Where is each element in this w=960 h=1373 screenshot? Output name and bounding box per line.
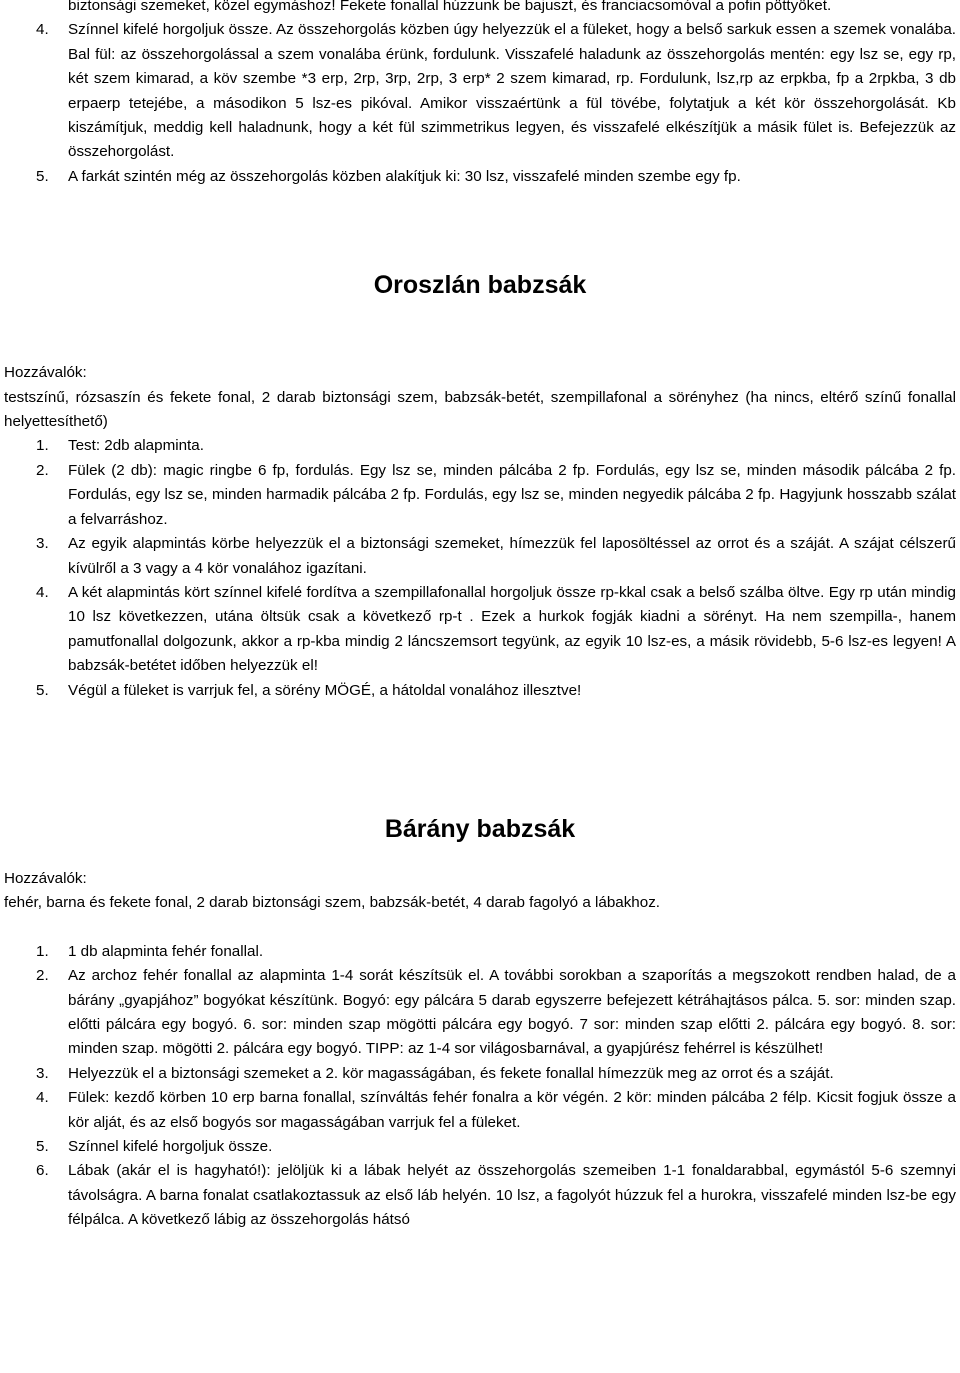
lion-ingredients-label: Hozzávalók: <box>4 364 87 382</box>
list-item <box>0 679 960 703</box>
step-text: Fülek (2 db): magic ringbe 6 fp, fordulás. Egy lsz se, minden pálcába 2 fp. Fordulás, egy lsz se, minden második pálcába 2 fp. Fordulás, egy lsz se, minden harmadik pálcába 2 fp. Fordulás, egy lsz se, minden negyedik pálcába 2 fp. Hagyjunk hosszabb szálat a felvarráshoz. <box>68 461 956 528</box>
step-text: Lábak (akár el is hagyható!): jelöljük ki a lábak helyét az összehorgolás szemeiben 1-1 fonaldarabbal, egymástól 5-6 szemnyi távolságra. A barna fonalat csatlakoztassuk az első láb helyén. 10 lsz, a fagolyót húzzuk fel a hurokra, visszafelé minden lsz-be egy félpálca. A következő lábig az összehorgolás hátsó <box>68 1162 956 1229</box>
list-item <box>0 532 960 581</box>
step-text: Színnel kifelé horgoljuk össze. Az összehorgolás közben úgy helyezzük el a füleket, hogy a belső sarkuk essen a szemek vonalába. Bal fül: az összehorgolással a szem vonalába érünk, fordulunk. Visszafelé haladunk az összehorgolás mentén: egy lsz se, egy rp, két szem kimarad, a köv szembe *3 erp, 2rp, 3rp, 2rp, 3 erp* 2 szem kimarad, rp. Fordulunk, lsz,rp az erpkba, fp a 2rpkba, 3 db erpaerp tetejébe, a másodikon 5 lsz-es pikóval. Amikor visszaértünk a fül tövébe, folytatjuk a két kör összehorgolását. Kb kiszámítjuk, meddig kell haladnunk, hogy a két fül szimmetrikus legyen, és visszafelé elkészítjük a másik fület is. Befejezzük az összehorgolást. <box>68 21 956 161</box>
list-item <box>0 1086 960 1135</box>
step-number: 4. <box>36 21 49 39</box>
list-item <box>0 18 960 164</box>
lion-steps <box>0 434 960 702</box>
list-item <box>0 581 960 679</box>
spacer <box>0 189 960 269</box>
list-item <box>0 459 960 532</box>
intro-steps <box>0 18 960 189</box>
list-item <box>0 434 960 458</box>
spacer <box>0 845 960 867</box>
step-text: Végül a füleket is varrjuk fel, a sörény MÖGÉ, a hátoldal vonalához illesztve! <box>68 681 582 699</box>
step-text: Az egyik alapmintás körbe helyezzük el a biztonsági szemeket, hímezzük fel laposöltéssel az orrot és a száját. A szájat célszerű kívülről a 3 vagy a 4 kör vonalához igazítani. <box>68 535 956 577</box>
step-number: 5. <box>36 681 49 699</box>
list-item <box>0 1159 960 1232</box>
step-number: 1. <box>36 942 49 960</box>
intro-carry-text: biztonsági szemeket, közel egymáshoz! Fekete fonallal húzzunk be bajuszt, és franciacsomóval a pofin pöttyöket. <box>68 0 832 14</box>
lion-title: Oroszlán babzsák <box>373 271 587 300</box>
spacer <box>0 916 960 940</box>
list-item <box>0 165 960 189</box>
step-number: 5. <box>36 167 49 185</box>
step-text: Az archoz fehér fonallal az alapminta 1-4 sorát készítsük el. A további sorokban a szaporítás a megszokott rendben halad, de a bárány „gyapjához” bogyókat készítünk. Bogyó: egy pálcára 5 darab egyszerre befejezett kétráhajtásos pálca. 5. sor: minden szap. előtti pálcára egy bogyó. 6. sor: minden szap mögötti pálcára egy bogyó. 7 sor: minden szap előtti 2. pálcára egy bogyó. 8. sor: minden szap. mögötti 2. pálcára egy bogyó. TIPP: az 1-4 sor világosbarnával, a gyapjúrész fehérrel is készülhet! <box>68 967 956 1058</box>
step-text: Test: 2db alapminta. <box>68 437 204 455</box>
step-text: Fülek: kezdő körben 10 erp barna fonallal, színváltás fehér fonalra a kör végén. 2 kör: minden pálcába 2 félp. Kicsit fogjuk össze a kör alját, és az első bogyós sor magasságában varrjuk fel a füleket. <box>68 1089 956 1131</box>
step-number: 2. <box>36 967 49 985</box>
step-text: 1 db alapminta fehér fonallal. <box>68 942 264 960</box>
step-number: 4. <box>36 1089 49 1107</box>
step-number: 5. <box>36 1138 49 1155</box>
step-number: 4. <box>36 583 49 601</box>
step-number: 2. <box>36 461 49 479</box>
step-number: 3. <box>36 1064 49 1082</box>
spacer <box>0 703 960 813</box>
list-item <box>0 1062 960 1086</box>
step-number: 3. <box>36 535 49 553</box>
step-number: 6. <box>36 1162 49 1180</box>
lamb-ingredients-text: fehér, barna és fekete fonal, 2 darab biztonsági szem, babzsák-betét, 4 darab fagolyó a lábakhoz. <box>4 894 661 912</box>
list-item <box>0 964 960 1062</box>
lamb-title: Bárány babzsák <box>384 814 576 843</box>
lion-ingredients-text: testszínű, rózsaszín és fekete fonal, 2 darab biztonsági szem, babzsák-betét, szempillafonal a sörényhez (ha nincs, eltérő színű fonallal helyettesíthető) <box>4 388 956 431</box>
step-text: Helyezzük el a biztonsági szemeket a 2. kör magasságában, és fekete fonallal hímezzük meg az orrot és a száját. <box>68 1064 834 1082</box>
step-number: 1. <box>36 437 49 455</box>
step-text: Színnel kifelé horgoljuk össze. <box>68 1138 273 1155</box>
list-item <box>0 1135 960 1159</box>
lamb-ingredients-label: Hozzávalók: <box>4 869 87 887</box>
step-text: A farkát szintén még az összehorgolás közben alakítjuk ki: 30 lsz, visszafelé minden szembe egy fp. <box>68 167 741 185</box>
list-item <box>0 940 960 964</box>
step-text: A két alapmintás kört színnel kifelé fordítva a szempillafonallal horgoljuk össze rp-kkal csak a belső szálba öltve. Egy rp után mindig 10 lsz következzen, utána öltsük csak a következő rp-t . Ezek a hurkok fogják kiadni a sörényt. Ha nem szempilla-, hanem pamutfonallal dolgozunk, akkor a rp-kba mindig 2 láncszemsort tegyünk, az egyik 10 lsz-es, a másik rövidebb, 5-6 lsz-es legyen! A babzsák-betétet időben helyezzük el! <box>68 583 956 675</box>
lamb-steps <box>0 940 960 1233</box>
spacer <box>0 301 960 361</box>
